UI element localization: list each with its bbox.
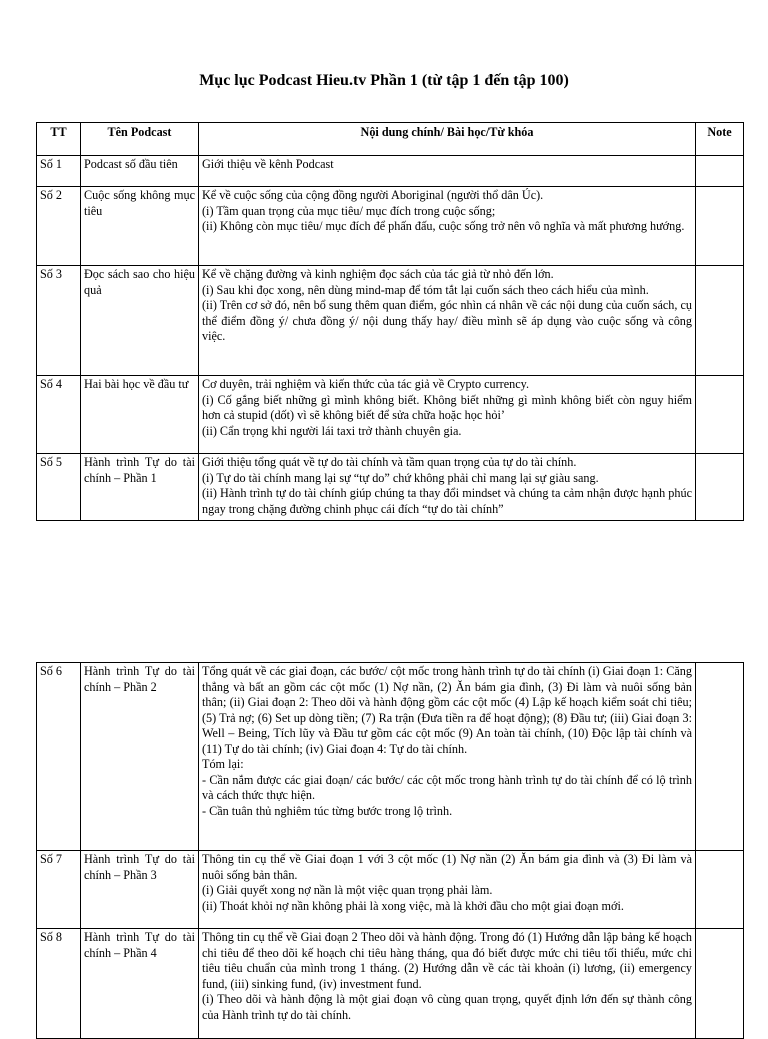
cell-content xyxy=(199,266,696,376)
table-header-row xyxy=(37,123,744,156)
content-line: (ii) Trên cơ sở đó, nên bổ sung thêm quan điểm, góc nhìn cá nhân về các nội dung của cuốn sách, cụ thể điểm đồng ý/ chưa đồng ý/ nội dung thấy hay/ điều mình sẽ áp dụng vào cuộc sống và công việc. xyxy=(202,298,692,343)
cell-episode-number: Số 5 xyxy=(37,454,81,521)
content-line: Cơ duyên, trải nghiệm và kiến thức của tác giả về Crypto currency. xyxy=(202,377,529,391)
cell-podcast-name: Hành trình Tự do tài chính – Phần 1 xyxy=(81,454,199,521)
cell-podcast-name: Đọc sách sao cho hiệu quả xyxy=(81,266,199,376)
cell-content xyxy=(199,454,696,521)
table-row xyxy=(37,929,744,1039)
podcast-toc-table-page-1 xyxy=(36,122,744,521)
content-line: Thông tin cụ thể về Giai đoạn 1 với 3 cột mốc (1) Nợ nần (2) Ăn bám gia đình và (3) Đi làm và nuôi sống bản thân. xyxy=(202,852,692,882)
table-row xyxy=(37,187,744,266)
cell-podcast-name: Hành trình Tự do tài chính – Phần 2 xyxy=(81,663,199,851)
content-line: - Cần nắm được các giai đoạn/ các bước/ các cột mốc trong hành trình tự do tài chính để có lộ trình và cách thức thực hiện. xyxy=(202,772,692,802)
content-line: (i) Giải quyết xong nợ nần là một việc quan trọng phải làm. xyxy=(202,883,493,897)
content-line: (i) Sau khi đọc xong, nên dùng mind-map để tóm tắt lại cuốn sách theo cách hiểu của mình. xyxy=(202,282,649,297)
cell-content xyxy=(199,929,696,1039)
header-name: Tên Podcast xyxy=(81,123,199,156)
cell-episode-number: Số 7 xyxy=(37,851,81,929)
table-row xyxy=(37,663,744,851)
content-line: (i) Cố gắng biết những gì mình không biết. Không biết những gì mình không biết còn nguy hiểm hơn cả stupid (dốt) vì sẽ không biết để sửa chữa hoặc học hỏi’ xyxy=(202,392,692,422)
header-tt: TT xyxy=(37,123,81,156)
cell-note xyxy=(696,454,744,521)
content-line: Tóm lại: xyxy=(202,757,244,771)
table-row xyxy=(37,454,744,521)
cell-content xyxy=(199,187,696,266)
cell-content xyxy=(199,156,696,187)
content-line: Kể về chặng đường và kinh nghiệm đọc sách của tác giả từ nhỏ đến lớn. xyxy=(202,267,554,281)
cell-content xyxy=(199,663,696,851)
cell-podcast-name: Hành trình Tự do tài chính – Phần 4 xyxy=(81,929,199,1039)
table-row xyxy=(37,156,744,187)
cell-episode-number: Số 1 xyxy=(37,156,81,187)
content-line: (ii) Hành trình tự do tài chính giúp chúng ta thay đổi mindset và chúng ta cảm nhận được hạnh phúc ngay trong chặng đường chinh phục cái đích “tự do tài chính” xyxy=(202,486,692,516)
cell-podcast-name: Hai bài học về đầu tư xyxy=(81,376,199,454)
cell-podcast-name: Podcast số đầu tiên xyxy=(81,156,199,187)
cell-episode-number: Số 3 xyxy=(37,266,81,376)
content-line: Giới thiệu về kênh Podcast xyxy=(202,157,334,171)
content-line: (i) Tầm quan trọng của mục tiêu/ mục đích trong cuộc sống; xyxy=(202,203,496,218)
podcast-toc-table-page-2 xyxy=(36,662,744,1039)
content-line: (i) Tự do tài chính mang lại sự “tự do” chứ không phải chỉ mang lại sự giàu sang. xyxy=(202,470,599,485)
cell-episode-number: Số 2 xyxy=(37,187,81,266)
table-row xyxy=(37,376,744,454)
content-line: Giới thiệu tổng quát về tự do tài chính và tầm quan trọng của tự do tài chính. xyxy=(202,455,577,469)
cell-podcast-name: Cuộc sống không mục tiêu xyxy=(81,187,199,266)
cell-content xyxy=(199,376,696,454)
cell-episode-number: Số 8 xyxy=(37,929,81,1039)
cell-content xyxy=(199,851,696,929)
content-line: (i) Theo dõi và hành động là một giai đoạn vô cùng quan trọng, quyết định lớn đến sự thành công của Hành trình tự do tài chính. xyxy=(202,992,692,1022)
content-line: Kể về cuộc sống của cộng đồng người Aboriginal (người thổ dân Úc). xyxy=(202,188,544,202)
cell-episode-number: Số 4 xyxy=(37,376,81,454)
cell-episode-number: Số 6 xyxy=(37,663,81,851)
content-line: (ii) Cẩn trọng khi người lái taxi trở thành chuyên gia. xyxy=(202,423,462,438)
cell-note xyxy=(696,156,744,187)
table-row xyxy=(37,266,744,376)
document-title: Mục lục Podcast Hieu.tv Phần 1 (từ tập 1 đến tập 100) xyxy=(199,72,569,89)
cell-note xyxy=(696,851,744,929)
content-line: (ii) Không còn mục tiêu/ mục đích để phấn đấu, cuộc sống trở nên vô nghĩa và mất phương hướng. xyxy=(202,219,685,233)
content-line: - Cần tuân thủ nghiêm túc từng bước trong lộ trình. xyxy=(202,803,453,818)
cell-note xyxy=(696,663,744,851)
cell-podcast-name: Hành trình Tự do tài chính – Phần 3 xyxy=(81,851,199,929)
content-line: Thông tin cụ thể về Giai đoạn 2 Theo dõi và hành động. Trong đó (1) Hướng dẫn lập bảng kế hoạch chi tiêu để theo dõi kế hoạch chi tiêu hàng tháng, qua đó biết được mức chi tiêu tối thiểu, mức chi tiêu tiêu chuẩn của mình trong 1 tháng. (2) Hướng dẫn về các tài khoản (i) lương, (ii) emergency fund, (iii) sinking fund, (iv) investment fund. xyxy=(202,930,692,991)
content-line: (ii) Thoát khỏi nợ nần không phải là xong việc, mà là khởi đầu cho một giai đoạn mới. xyxy=(202,898,624,913)
table-row xyxy=(37,851,744,929)
cell-note xyxy=(696,187,744,266)
cell-note xyxy=(696,266,744,376)
header-note: Note xyxy=(696,123,744,156)
content-line: Tổng quát về các giai đoạn, các bước/ cột mốc trong hành trình tự do tài chính (i) Giai đoạn 1: Căng thẳng và bất an gồm các cột mốc (1) Nợ nần, (2) Ăn bám gia đình, (3) Đi làm và nuôi sống bản thân; (ii) Giai đoạn 2: Theo dõi và hành động gồm các cột mốc (4) Lập kế hoạch kiểm soát chi tiêu; (5) Trả nợ; (6) Set up dòng tiền; (7) Ra trận (Đưa tiền ra để hoạt động); (8) Đầu tư; (iii) Giai đoạn 3: Well – Being, Tích lũy và Đầu tư gồm các cột mốc (9) An toàn tài chính, (10) Độc lập tài chính và (11) Tự do tài chính; (iv) Giai đoạn 4: Tự do tài chính. xyxy=(202,664,692,756)
cell-note xyxy=(696,929,744,1039)
cell-note xyxy=(696,376,744,454)
header-content: Nội dung chính/ Bài học/Từ khóa xyxy=(199,123,696,156)
